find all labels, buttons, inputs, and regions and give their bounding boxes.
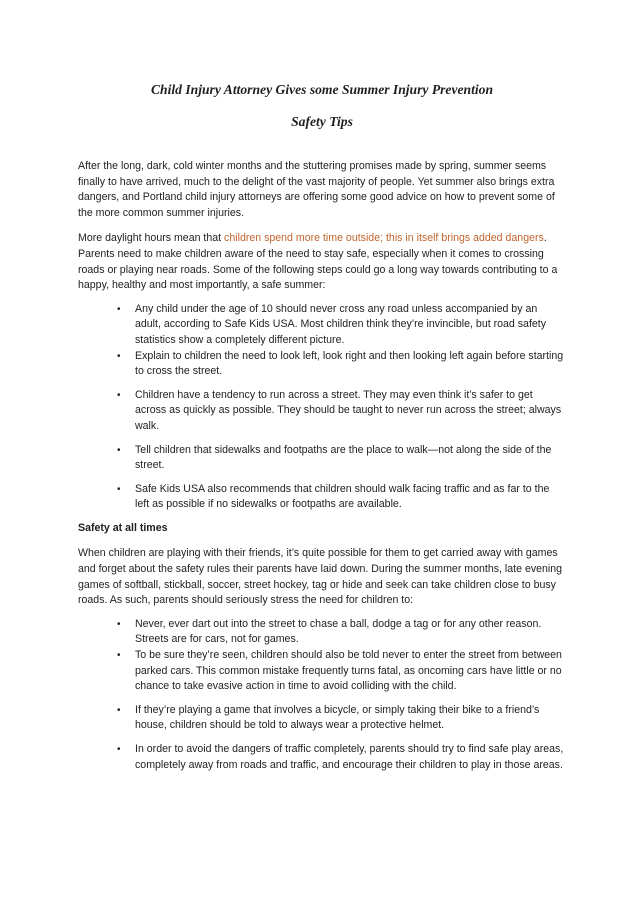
list-item <box>117 302 566 349</box>
intro-paragraph: After the long, dark, cold winter months and the stuttering promises made by spring, summer seems finally to have arrived, much to the delight of the vast majority of people. Yet summer also brings extra dangers, and Portland child injury attorneys are offering some good advice on how to prevent some of the more common summer injuries. <box>78 160 555 219</box>
list-item-text: Any child under the age of 10 should never cross any road unless accompanied by an adult, according to Safe Kids USA. Most children think they’re invincible, but road safety statistics show a completely different picture. <box>135 302 547 346</box>
list-item <box>117 388 566 435</box>
section-heading: Safety at all times <box>78 521 168 534</box>
bullet-icon: • <box>117 650 121 662</box>
list-item <box>117 482 566 513</box>
list-item <box>117 617 566 648</box>
bullet-icon: • <box>117 704 121 716</box>
list-item-text: Never, ever dart out into the street to chase a ball, dodge a tag or for any other reason. Streets are for cars, not for games. <box>135 617 542 646</box>
list-item <box>117 742 566 773</box>
bullet-icon: • <box>117 303 121 315</box>
list-item-text: Explain to children the need to look left, look right and then looking left again before starting to cross the street. <box>135 349 564 378</box>
list-item-text: Safe Kids USA also recommends that children should walk facing traffic and as far to the left as possible if no sidewalks or footpaths are available. <box>135 482 550 511</box>
list-item <box>117 703 566 734</box>
road-safety-list <box>78 302 566 513</box>
bullet-icon: • <box>117 483 121 495</box>
title-line-1: Child Injury Attorney Gives some Summer Injury Prevention <box>150 82 494 97</box>
bullet-icon: • <box>117 444 121 456</box>
daylight-text-after: . Parents need to make children aware of the need to stay safe, especially when it comes to crossing roads or playing near roads. Some of the following steps could go a long way towards contributing to a happy, healthy and most importantly, a safe summer: <box>78 232 558 292</box>
list-item-text: In order to avoid the dangers of traffic completely, parents should try to find safe play areas, completely away from roads and traffic, and encourage their children to play in those areas. <box>135 743 564 771</box>
bullet-icon: • <box>117 350 121 362</box>
list-item-text: Children have a tendency to run across a street. They may even think it’s safer to get across as quickly as possible. They should be taught to never run across the street; always walk. <box>135 388 562 432</box>
section-paragraph: When children are playing with their friends, it’s quite possible for them to get carried away with games and forget about the safety rules their parents have laid down. During the summer months, late evening games of softball, stickball, soccer, street hockey, tag or hide and seek can take children close to busy roads. As such, parents should seriously stress the need for children to: <box>78 547 563 607</box>
list-item <box>117 349 566 380</box>
list-item-text: Tell children that sidewalks and footpaths are the place to walk—not along the side of the street. <box>135 443 552 472</box>
play-safety-list <box>78 617 566 773</box>
list-item <box>117 648 566 695</box>
bullet-icon: • <box>117 618 121 630</box>
children-outside-link[interactable]: children spend more time outside; this in itself brings added dangers <box>224 232 544 245</box>
title-line-2: Safety Tips <box>291 114 353 129</box>
document-title <box>78 82 566 129</box>
daylight-text-before: More daylight hours mean that <box>78 232 225 245</box>
list-item-text: To be sure they’re seen, children should also be told never to enter the street from between parked cars. This common mistake frequently turns fatal, as oncoming cars have little or no chance to take evasive action in time to avoid colliding with the child. <box>135 649 562 693</box>
list-item-text: If they’re playing a game that involves a bicycle, or simply taking their bike to a friend’s house, children should be told to always wear a protective helmet. <box>135 703 540 732</box>
bullet-icon: • <box>117 744 121 755</box>
bullet-icon: • <box>117 389 121 401</box>
list-item <box>117 443 566 474</box>
daylight-paragraph <box>78 231 566 293</box>
